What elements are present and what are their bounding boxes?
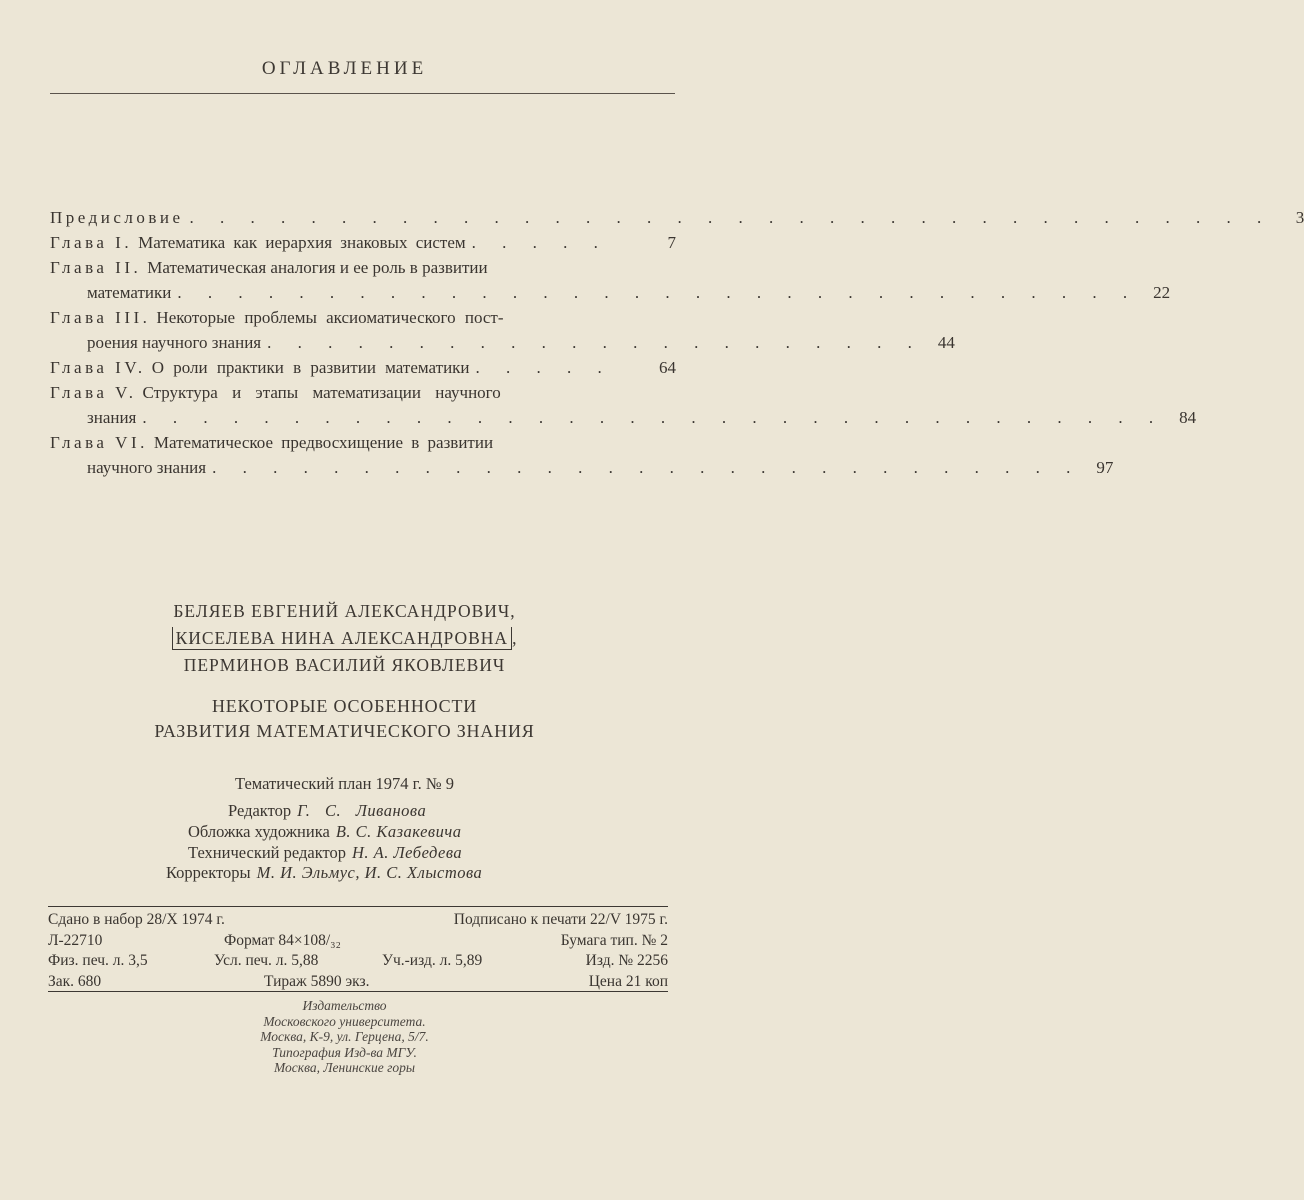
credit-name: Г. С. Ливанова	[297, 801, 427, 820]
toc-entry-head: Глава V.	[50, 383, 137, 402]
credit-proofreaders	[166, 862, 482, 884]
publisher-block	[0, 998, 689, 1076]
dot-leader: . . . . . . . . . . . . . . . . . . . . . . . . . . . . . . . .	[177, 283, 1139, 302]
dot-leader: . . . . . . . . . . . . . . . . . . . . . . . . . . . . . . . . . .	[142, 408, 1165, 427]
credit-tech-editor	[188, 842, 462, 864]
toc-entry-chapter-1	[50, 230, 676, 255]
toc-entry-chapter-4	[50, 355, 676, 380]
credit-label: Корректоры	[166, 863, 251, 882]
dot-leader: . . . . . . . . . . . . . . . . . . . . . . . . . . . . .	[212, 458, 1082, 477]
book-title	[0, 694, 689, 744]
toc-entry-chapter-2	[50, 255, 1171, 305]
toc-page-number: 44	[937, 333, 955, 352]
specs-bottom-rule	[48, 991, 668, 992]
spec-phys-sheets: Физ. печ. л. 3,5	[48, 952, 148, 969]
toc-entry-head: Глава VI.	[50, 433, 148, 452]
author-separator: ,	[512, 628, 518, 648]
title-rule	[50, 93, 675, 94]
publisher-line: Издательство	[302, 998, 387, 1013]
specs-row	[48, 972, 668, 993]
credit-name: В. С. Казакевича	[335, 822, 462, 841]
author-name: ПЕРМИНОВ ВАСИЛИЙ ЯКОВЛЕВИЧ	[183, 655, 506, 675]
credit-label: Технический редактор	[188, 843, 346, 862]
toc-entry-head: Глава II.	[50, 258, 142, 277]
toc-entry-chapter-3	[50, 305, 955, 355]
spec-pub-sheets: Уч.-изд. л. 5,89	[382, 952, 483, 969]
credit-cover-artist	[188, 821, 461, 843]
toc-entry-title: Структура и этапы математизации научного	[142, 383, 501, 402]
spec-license: Л-22710	[48, 931, 103, 949]
toc-entry-title-continued: научного знания	[87, 458, 207, 477]
credit-editor	[228, 800, 426, 822]
dot-leader: . . . . .	[475, 358, 613, 377]
specs-row	[48, 931, 668, 952]
specs-row	[48, 910, 668, 931]
toc-entry-preface	[50, 205, 1304, 230]
specs-top-rule	[48, 906, 668, 907]
authors-block	[0, 598, 689, 679]
toc-entry-title-continued: математики	[87, 283, 172, 302]
toc-entry-head: Глава I.	[50, 233, 133, 252]
toc-entry-chapter-5	[50, 380, 1197, 430]
book-title-line: НЕКОТОРЫЕ ОСОБЕННОСТИ	[211, 696, 478, 716]
print-specs	[48, 910, 668, 992]
author-name-boxed-line	[0, 625, 689, 652]
toc-entry-title: Некоторые проблемы аксиоматического пост-	[156, 308, 504, 327]
toc-page-number: 97	[1096, 458, 1114, 477]
credit-name: Н. А. Лебедева	[352, 843, 463, 862]
dot-leader: . . . . .	[471, 233, 609, 252]
toc-entry-title-continued: знания	[87, 408, 137, 427]
spec-signed-date: Подписано к печати 22/V 1975 г.	[453, 911, 668, 928]
thematic-plan: Тематический план 1974 г. № 9	[235, 774, 454, 793]
table-of-contents	[50, 205, 1304, 480]
spec-order: Зак. 680	[48, 972, 102, 990]
spec-paper: Бумага тип. № 2	[560, 931, 668, 949]
publisher-line: Москва, К-9, ул. Герцена, 5/7.	[260, 1029, 429, 1044]
spec-price: Цена 21 коп	[588, 972, 668, 990]
toc-entry-head: Глава IV.	[50, 358, 146, 377]
credit-label: Обложка художника	[188, 822, 330, 841]
toc-entry-title: О роли практики в развитии математики	[151, 358, 470, 377]
toc-entry-head: Предисловие	[50, 208, 184, 227]
toc-page-number: 64	[659, 358, 676, 377]
toc-entry-title: Математическое предвосхищение в развитии	[153, 433, 494, 452]
author-name: БЕЛЯЕВ ЕВГЕНИЙ АЛЕКСАНДРОВИЧ,	[173, 601, 516, 621]
spec-print-run: Тираж 5890 экз.	[264, 972, 370, 990]
spec-edition-number: Изд. № 2256	[585, 952, 668, 969]
credit-name: М. И. Эльмус, И. С. Хлыстова	[256, 863, 483, 882]
publisher-line: Типография Изд-ва МГУ.	[272, 1044, 417, 1060]
credit-label: Редактор	[228, 801, 292, 820]
toc-page-number: 84	[1179, 408, 1197, 427]
spec-conv-sheets: Усл. печ. л. 5,88	[214, 952, 319, 969]
toc-entry-title: Математика как иерархия знаковых систем	[138, 233, 466, 252]
toc-entry-chapter-6	[50, 430, 1114, 480]
dot-leader: . . . . . . . . . . . . . . . . . . . . . . . . . . . . . . . . . . . .	[189, 208, 1273, 227]
toc-entry-head: Глава III.	[50, 308, 151, 327]
toc-entry-title-continued: роения научного знания	[87, 333, 262, 352]
publisher-line: Московского университета.	[263, 1013, 426, 1029]
toc-page-number: 3	[1295, 208, 1304, 227]
specs-row	[48, 951, 668, 972]
spec-format: Формат 84×108/₃₂	[224, 931, 341, 949]
toc-entry-title: Математическая аналогия и ее роль в развитии	[147, 258, 488, 277]
book-title-line: РАЗВИТИЯ МАТЕМАТИЧЕСКОГО ЗНАНИЯ	[154, 721, 535, 741]
toc-page-number: 22	[1153, 283, 1171, 302]
spec-typeset-date: Сдано в набор 28/X 1974 г.	[48, 911, 225, 928]
publisher-line: Москва, Ленинские горы	[274, 1060, 415, 1075]
dot-leader: . . . . . . . . . . . . . . . . . . . . . .	[267, 333, 923, 352]
toc-page-number: 7	[667, 233, 676, 252]
author-name-boxed: КИСЕЛЕВА НИНА АЛЕКСАНДРОВНА	[172, 627, 513, 650]
toc-title: ОГЛАВЛЕНИЕ	[261, 58, 428, 79]
